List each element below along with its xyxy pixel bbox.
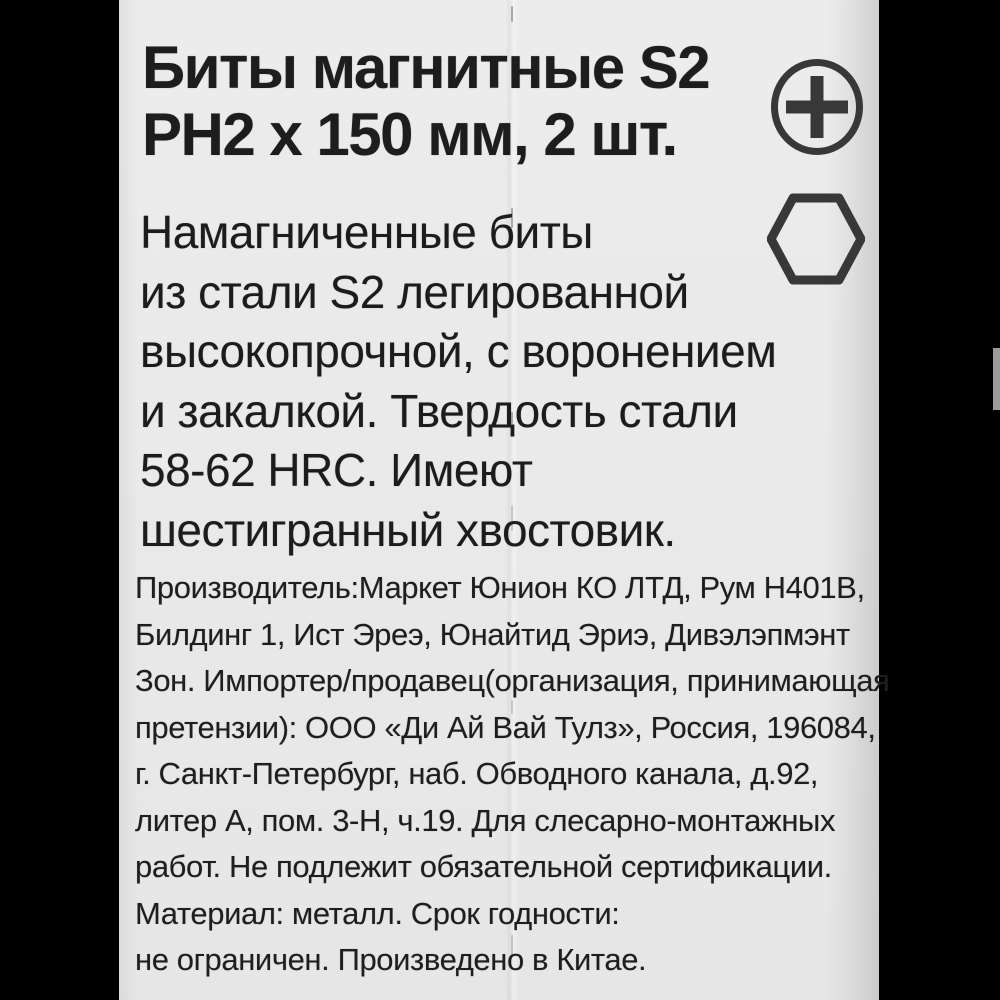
fine-print-line: Зон. Импортер/продавец(организация, принимающая	[135, 663, 890, 698]
description-line: высокопрочной, с воронением	[140, 325, 777, 377]
label-crease	[511, 505, 513, 531]
fine-print-line: претензии): ООО «Ди Ай Вай Тулз», Россия, 196084,	[135, 709, 876, 745]
description-line: шестигранный хвостовик.	[140, 503, 676, 556]
label-crease	[511, 935, 513, 957]
label-crease	[511, 208, 513, 228]
manufacturer-info	[135, 565, 889, 984]
product-description	[140, 203, 776, 560]
description-line: Намагниченные биты	[140, 206, 593, 258]
description-line: и закалкой. Твердость стали	[140, 384, 738, 437]
fine-print-line: Билдинг 1, Ист Эреэ, Юнайтид Эриэ, Дивэлэпмэнт	[135, 616, 850, 652]
label-edge-notch	[993, 348, 1000, 410]
phillips-cross-icon	[770, 58, 864, 161]
fine-print-line: литер А, пом. 3-Н, ч.19. Для слесарно-монтажных	[135, 802, 836, 838]
description-line: из стали S2 легированной	[140, 265, 689, 318]
fine-print-line: г. Санкт-Петербург, наб. Обводного канала, д.92,	[135, 756, 819, 791]
fine-print-line: не ограничен. Произведено в Китае.	[135, 942, 647, 977]
product-label	[119, 0, 890, 1000]
product-title	[142, 34, 709, 168]
label-crease	[511, 700, 513, 714]
product-title-line: Биты магнитные S2	[142, 34, 710, 101]
label-crease	[511, 6, 513, 22]
label-crease	[511, 412, 513, 424]
fine-print-line: работ. Не подлежит обязательной сертификации.	[135, 849, 832, 884]
description-line: 58-62 HRC. Имеют	[140, 444, 533, 496]
fine-print-line: Материал: металл. Срок годности:	[135, 895, 620, 931]
fine-print-line: Производитель:Маркет Юнион КО ЛТД, Рум Н401В,	[135, 570, 865, 605]
product-title-line: PH2 x 150 мм, 2 шт.	[142, 101, 677, 168]
hex-shank-icon	[767, 190, 865, 293]
